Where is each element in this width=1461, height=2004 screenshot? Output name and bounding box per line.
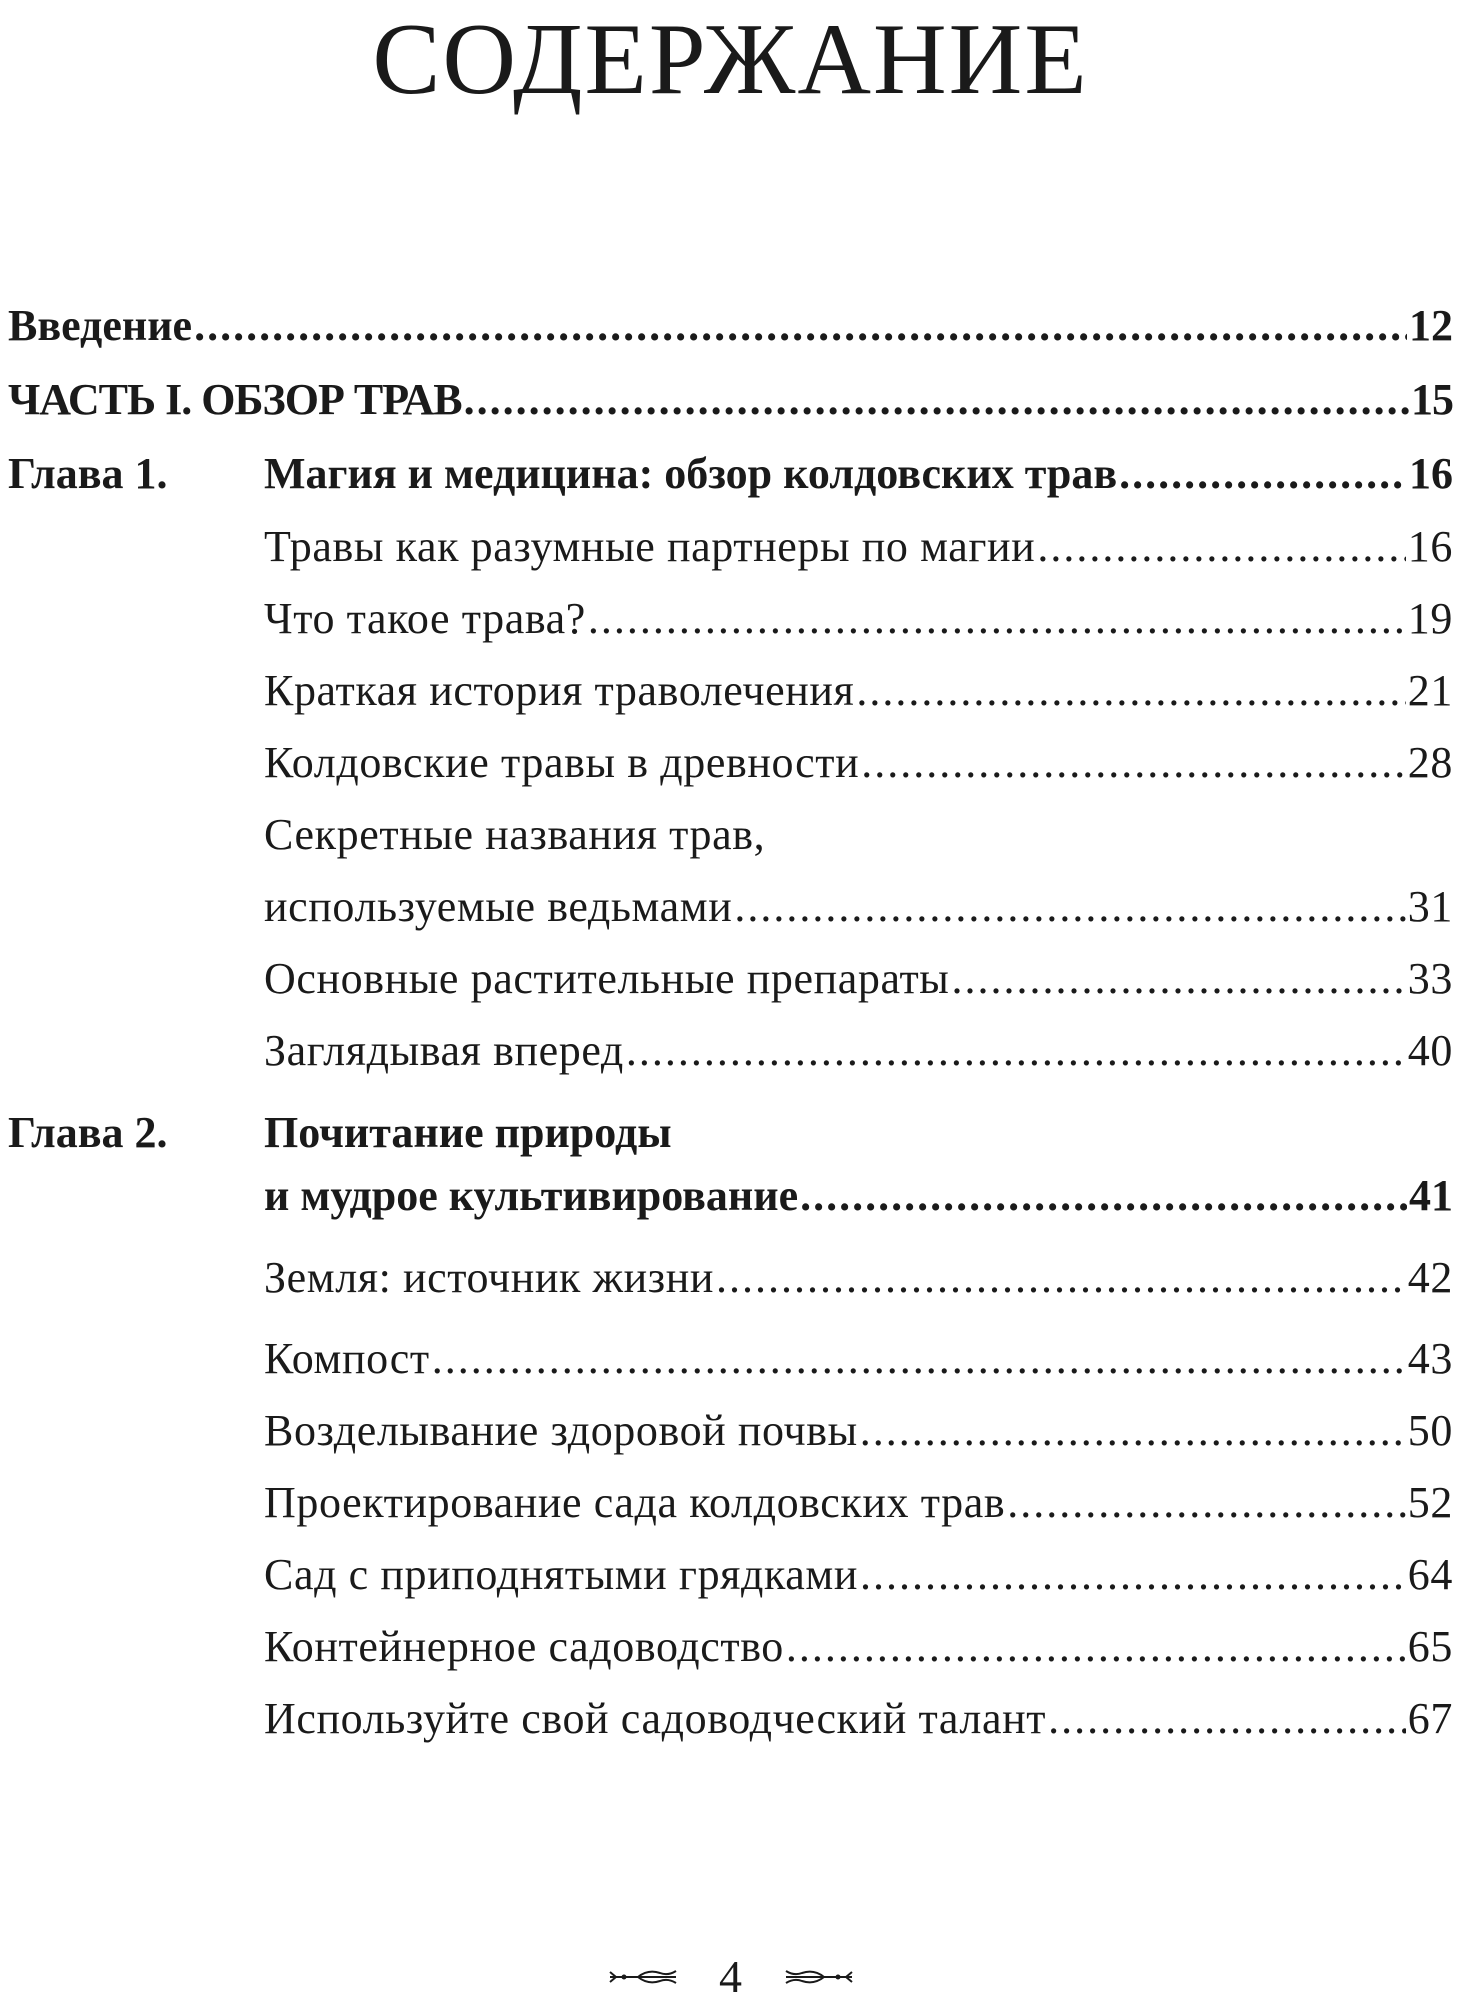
toc-entry-section[interactable] xyxy=(264,881,1453,932)
toc-page-number: 67 xyxy=(1407,1694,1453,1743)
toc-leader-dots xyxy=(194,300,1407,351)
toc-leader-dots xyxy=(432,1333,1406,1384)
toc-leader-dots xyxy=(786,1621,1406,1672)
toc-leader-dots xyxy=(951,953,1405,1004)
toc-leader-dots xyxy=(464,374,1409,425)
toc-leader-dots xyxy=(716,1252,1406,1303)
toc-leader-dots xyxy=(734,881,1405,932)
toc-entry-title: Возделывание здоровой почвы xyxy=(264,1406,858,1455)
chapter-label: Глава 1. xyxy=(8,449,168,498)
toc-entry-title-line: Секретные названия трав, xyxy=(264,810,766,859)
toc-page-number: 19 xyxy=(1407,594,1453,643)
toc-leader-dots xyxy=(861,737,1406,788)
toc-page-number: 43 xyxy=(1407,1334,1453,1383)
toc-page-number: 31 xyxy=(1407,882,1453,931)
toc-page-number: 65 xyxy=(1407,1622,1453,1671)
toc-entry-introduction[interactable] xyxy=(8,300,1453,351)
toc-entry-title: Используйте свой садоводческий талант xyxy=(264,1694,1047,1743)
toc-page-number: 40 xyxy=(1407,1026,1453,1075)
toc-entry-chapter-1[interactable] xyxy=(264,448,1453,499)
toc-leader-dots xyxy=(1119,448,1407,499)
toc-entry-section[interactable] xyxy=(264,665,1453,716)
toc-entry-title: Что такое трава? xyxy=(264,594,586,643)
toc-entry-title: Краткая история траволечения xyxy=(264,666,855,715)
toc-entry-section[interactable] xyxy=(264,737,1453,788)
toc-entry-title: Основные растительные препараты xyxy=(264,954,950,1003)
toc-page-number: 64 xyxy=(1407,1550,1453,1599)
toc-entry-title: и мудрое культивирование xyxy=(264,1171,799,1220)
toc-page-number: 15 xyxy=(1411,375,1453,424)
toc-leader-dots xyxy=(1048,1693,1406,1744)
toc-entry-title: Магия и медицина: обзор колдовских трав xyxy=(264,449,1118,498)
toc-entry-title: Сад с приподнятыми грядками xyxy=(264,1550,859,1599)
toc-entry-title: Земля: источник жизни xyxy=(264,1253,715,1302)
toc-entry-section[interactable] xyxy=(264,1477,1453,1528)
toc-entry-section[interactable] xyxy=(264,1333,1453,1384)
toc-page-number: 16 xyxy=(1407,522,1453,571)
toc-entry-section[interactable] xyxy=(264,1405,1453,1456)
toc-page-number: 41 xyxy=(1409,1171,1453,1220)
toc-leader-dots xyxy=(1007,1477,1406,1528)
toc-entry-label: Введение xyxy=(8,301,193,350)
toc-page-number: 28 xyxy=(1407,738,1453,787)
ornament-right-icon xyxy=(782,1967,854,1987)
toc-page-number: 52 xyxy=(1407,1478,1453,1527)
toc-leader-dots xyxy=(856,665,1405,716)
toc-entry-title: используемые ведьмами xyxy=(264,882,733,931)
toc-entry-section[interactable] xyxy=(264,1549,1453,1600)
toc-leader-dots xyxy=(626,1025,1406,1076)
toc-entry-section[interactable] xyxy=(264,1621,1453,1672)
toc-leader-dots xyxy=(860,1549,1406,1600)
toc-entry-section[interactable] xyxy=(264,593,1453,644)
toc-entry-title-line: Почитание природы xyxy=(264,1108,672,1157)
toc-entry-section[interactable] xyxy=(264,1693,1453,1744)
toc-entry-section[interactable] xyxy=(264,1025,1453,1076)
toc-leader-dots xyxy=(800,1170,1407,1221)
toc-entry-title: Колдовские травы в древности xyxy=(264,738,860,787)
toc-entry-title: Компост xyxy=(264,1334,430,1383)
toc-entry-title: Проектирование сада колдовских трав xyxy=(264,1478,1006,1527)
page-number: 4 xyxy=(719,1951,742,2003)
toc-entry-label: ЧАСТЬ I. ОБЗОР ТРАВ xyxy=(8,375,462,424)
toc-page-number: 42 xyxy=(1407,1253,1453,1302)
toc-page-number: 12 xyxy=(1409,301,1453,350)
toc-entry-title: Контейнерное садоводство xyxy=(264,1622,784,1671)
toc-page-number: 33 xyxy=(1407,954,1453,1003)
page-title: СОДЕРЖАНИЕ xyxy=(372,3,1089,116)
toc-entry-title: Заглядывая вперед xyxy=(264,1026,624,1075)
page-folio xyxy=(0,1946,1461,2004)
toc-entry-chapter-2[interactable] xyxy=(264,1170,1453,1221)
toc-entry-title: Травы как разумные партнеры по магии xyxy=(264,522,1036,571)
toc-page-number: 21 xyxy=(1407,666,1453,715)
toc-entry-section[interactable] xyxy=(264,1252,1453,1303)
toc-page-number: 16 xyxy=(1409,449,1453,498)
toc-entry-section[interactable] xyxy=(264,521,1453,572)
chapter-label: Глава 2. xyxy=(8,1108,168,1157)
toc-page-number: 50 xyxy=(1407,1406,1453,1455)
toc-entry-part-1[interactable] xyxy=(8,374,1453,425)
toc-leader-dots xyxy=(860,1405,1406,1456)
toc-leader-dots xyxy=(588,593,1406,644)
ornament-left-icon xyxy=(608,1967,680,1987)
toc-leader-dots xyxy=(1037,521,1405,572)
toc-entry-section[interactable] xyxy=(264,953,1453,1004)
